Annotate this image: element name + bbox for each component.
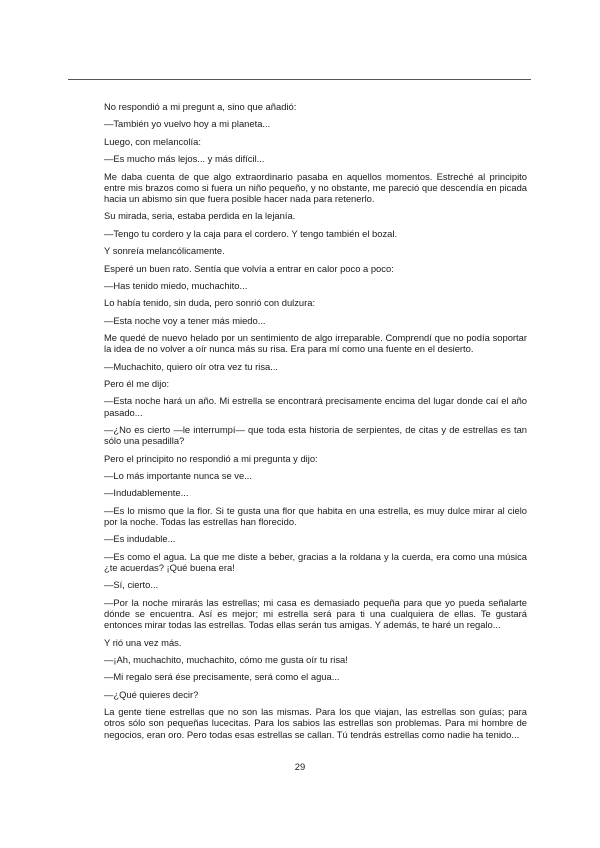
paragraph: Y sonreía melancólicamente. (104, 245, 225, 257)
paragraph: —Por la noche mirarás las estrellas; mi casa es demasiado pequeña para que yo pueda señalarte dónde se encuentra. Así es mejor; mi estrella será para ti una cualquiera de ellas. Te gustará entonces mirar todas las estrellas. Todas ellas serán tus amigas. Y además, te haré un regalo... (104, 596, 527, 631)
paragraph: —Mi regalo será ése precisamente, será como el agua... (104, 671, 340, 683)
paragraph: —Indudablemente... (104, 487, 189, 499)
paragraph: Me quedé de nuevo helado por un sentimiento de algo irreparable. Comprendí que no podía soportar la idea de no volver a oír nunca más su risa. Era para mí como una fuente en el desierto. (104, 332, 527, 355)
paragraph: No respondió a mi pregunt a, sino que añadió: (104, 101, 297, 112)
paragraph: —Esta noche voy a tener más miedo... (104, 314, 266, 326)
paragraph: —¿Qué quieres decir? (104, 688, 199, 700)
page-number: 29 (294, 761, 306, 772)
paragraph: Luego, con melancolía: (104, 135, 201, 147)
paragraph: —Es mucho más lejos... y más difícil... (104, 153, 265, 165)
paragraph: Pero él me dijo: (104, 378, 170, 390)
paragraph: —Es como el agua. La que me diste a beber, gracias a la roldana y la cuerda, era como una música ¿te acuerdas? ¡Qué buena era! (104, 550, 527, 574)
header-rule (68, 79, 531, 80)
paragraph: Me daba cuenta de que algo extraordinario pasaba en aquellos momentos. Estreché al principito entre mis brazos como si fuera un niño pequeño, y no obstante, me pareció que descendía en picada hacia un abismo sin que fuera posible hacer nada para retenerlo. (104, 170, 527, 204)
paragraph: —Esta noche hará un año. Mi estrella se encontrará precisamente encima del lugar donde caí el año pasado... (104, 395, 527, 418)
paragraph: —¿No es cierto —le interrumpí— que toda esta historia de serpientes, de citas y de estrellas es tan sólo una pesadilla? (104, 424, 527, 447)
paragraph: —También yo vuelvo hoy a mi planeta... (104, 118, 271, 130)
paragraph: —Lo más importante nunca se ve... (104, 470, 252, 482)
paragraph: —Has tenido miedo, muchachito... (104, 279, 248, 291)
paragraph: —Es indudable... (104, 533, 176, 545)
paragraph: —Muchachito, quiero oír otra vez tu risa... (104, 360, 279, 372)
paragraph: —Sí, cierto... (104, 579, 159, 591)
paragraph: —¡Ah, muchachito, muchachito, cómo me gusta oír tu risa! (104, 653, 348, 665)
paragraph: Lo había tenido, sin duda, pero sonrió con dulzura: (104, 297, 316, 309)
paragraph: —Tengo tu cordero y la caja para el cordero. Y tengo también el bozal. (104, 227, 398, 239)
paragraph: Y rió una vez más. (104, 636, 182, 648)
paragraph: La gente tiene estrellas que no son las mismas. Para los que viajan, las estrellas son guías; para otros sólo son pequeñas lucecitas. Para los sabios las estrellas son problemas. Para mi hombre de negocios, eran oro. Pero todas esas estrellas se callan. Tú tendrás estrellas como nadie ha tenido... (104, 706, 527, 740)
paragraph: Esperé un buen rato. Sentía que volvía a entrar en calor poco a poco: (104, 262, 394, 274)
paragraph: Pero el principito no respondió a mi pregunta y dijo: (104, 452, 318, 464)
paragraph: Su mirada, seria, estaba perdida en la lejanía. (104, 210, 296, 222)
paragraph: —Es lo mismo que la flor. Si te gusta una flor que habita en una estrella, es muy dulce mirar al cielo por la noche. Todas las estrellas han florecido. (104, 504, 527, 528)
body-text (104, 101, 527, 746)
